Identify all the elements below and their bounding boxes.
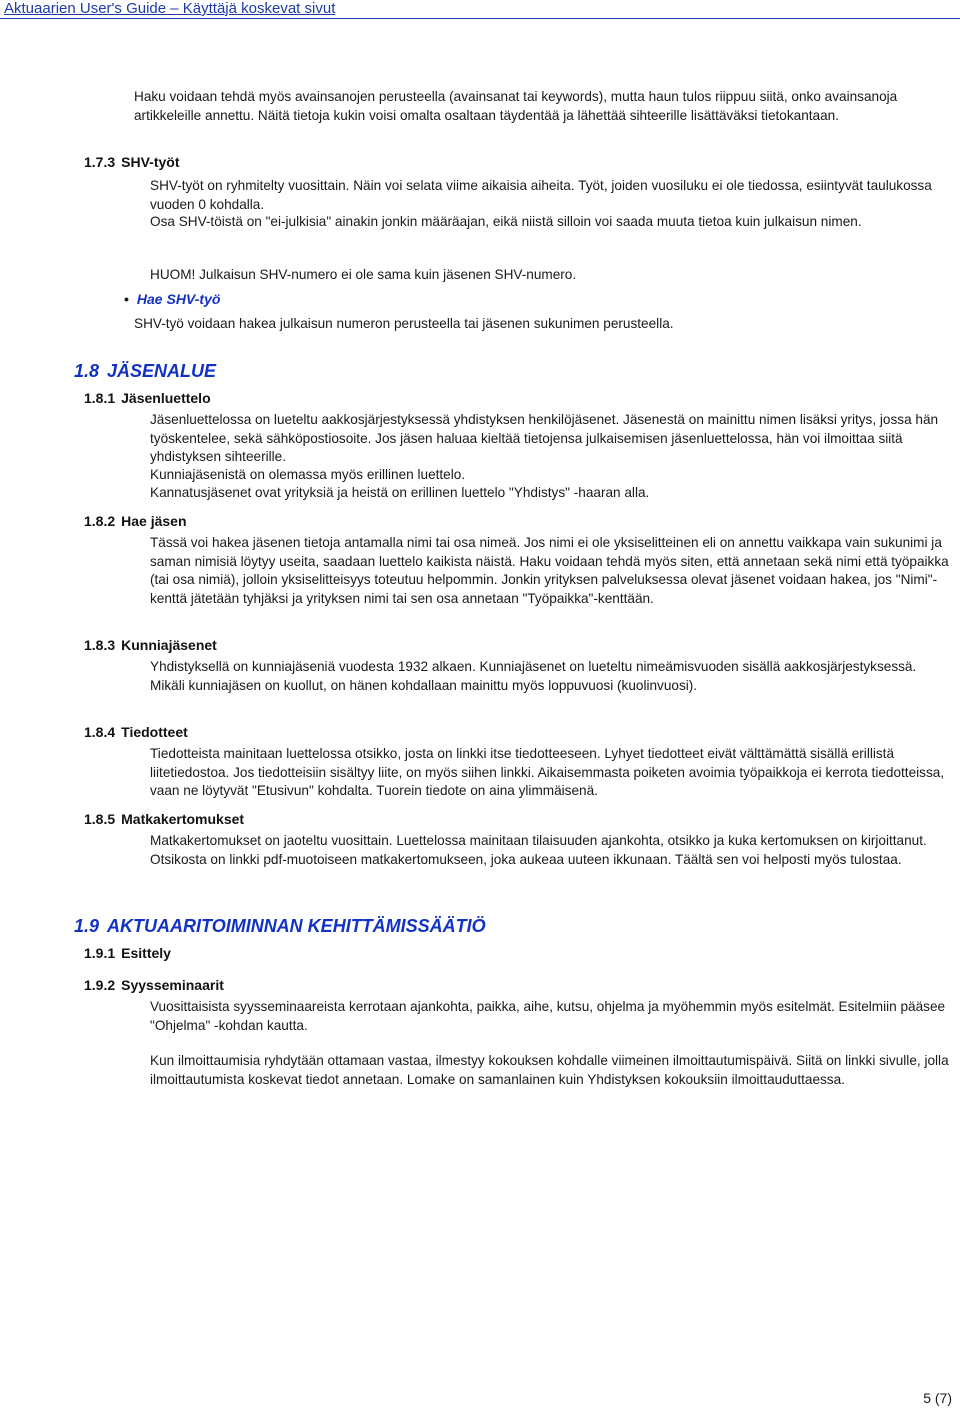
document-header [0, 0, 960, 19]
heading-number: 1.8.1 [84, 390, 116, 406]
heading-1-9-2 [84, 977, 224, 993]
heading-number: 1.9.1 [84, 945, 116, 961]
jasenluettelo-line-2: Kunniajäsenistä on olemassa myös erillinen luettelo. [150, 467, 466, 482]
heading-1-8 [74, 361, 216, 382]
heading-1-8-2 [84, 513, 187, 529]
intro-paragraph: Haku voidaan tehdä myös avainsanojen perusteella (avainsanat tai keywords), mutta haun tulos riippuu siitä, onko avainsanoja artikkeleille annettu. Näitä tietoja kukin voisi omalta osaltaan täydentää ja lähettää sihteerille lisättäväksi tietokantaan. [134, 89, 898, 123]
heading-1-8-5 [84, 811, 244, 827]
bullet-icon: • [124, 291, 129, 307]
heading-title: Hae jäsen [121, 513, 187, 529]
bullet-hae-shv-tyo [124, 291, 220, 307]
heading-number: 1.9.2 [84, 977, 116, 993]
jasenluettelo-paragraph: Jäsenluettelossa on lueteltu aakkosjärjestyksessä yhdistyksen henkilöjäsenet. Jäsenestä on mainittu nimen lisäksi yritys, jossa hän työskentelee, sekä sähköpostiosoite. Jos jäsen haluaa kieltää tietojensa julkaisemisen jäsenluettelossa, hän voi ilmoittaa siitä yhdistyksen sihteerille. [150, 412, 939, 464]
syysseminaarit-paragraph-1: Vuosittaisista syysseminaareista kerrotaan ajankohta, paikka, aihe, kutsu, ohjelma ja myöhemmin myös esitelmät. Esitelmiin pääsee "Ohjelma" -kohdan kautta. [150, 999, 946, 1033]
matkakertomukset-paragraph: Matkakertomukset on jaoteltu vuosittain. Luettelossa mainitaan tilaisuuden ajankohta, otsikko ja kuka kertomuksen on kirjoittanut. Otsikosta on linkki pdf-muotoiseen matkakertomukseen, joka aukeaa uuteen ikkunaan. Täältä sen voi helposti myös tulostaa. [150, 833, 927, 867]
page-number: 5 (7) [923, 1390, 952, 1406]
bullet-text: SHV-työ voidaan hakea julkaisun numeron perusteella tai jäsenen sukunimen perusteella. [134, 316, 674, 331]
hae-jasen-paragraph: Tässä voi hakea jäsenen tietoja antamalla nimi tai osa nimeä. Jos nimi ei ole yksiselitteinen eli on annettu vaikkapa vain sukunimi ja saman nimisiä löytyy useita, saadaan luettelo kaikista näistä. Haku voidaan tehdä myös siten, että annetaan sekä nimi että työpaikka (tai osa nimiä), jolloin yksiselitteisyys toteutuu helpommin. Jonkin yrityksen palveluksessa olevat jäsenet voidaan hakea, jos "Nimi"-kenttä jätetään tyhjäksi ja yrityksen nimi tai sen osa annetaan "Työpaikka"-kenttään. [150, 535, 949, 606]
heading-1-9 [74, 916, 486, 937]
tiedotteet-paragraph: Tiedotteista mainitaan luettelossa otsikko, josta on linkki itse tiedotteeseen. Lyhyet tiedotteet eivät välttämättä sisällä erillistä liitetiedostoa. Jos tiedotteisiin sisältyy liite, on myös siihen linkki. Aikaisemmasta poiketen avoimia työpaikkoja ei kerrota tiedotteissa, vaan ne löytyvät "Etusivun" kohdalta. Tuorein tiedote on aina ylimmäisenä. [150, 746, 945, 798]
heading-number: 1.9 [74, 916, 100, 936]
heading-1-8-3 [84, 637, 217, 653]
heading-1-7-3 [84, 154, 179, 170]
heading-title: Syysseminaarit [121, 977, 224, 993]
heading-title: Kunniajäsenet [121, 637, 217, 653]
heading-title: Esittely [121, 945, 171, 961]
heading-title: Jäsenluettelo [121, 390, 211, 406]
heading-number: 1.8.3 [84, 637, 116, 653]
heading-title: Matkakertomukset [121, 811, 245, 827]
heading-number: 1.8.2 [84, 513, 116, 529]
heading-1-8-1 [84, 390, 211, 406]
heading-title: SHV-työt [121, 154, 180, 170]
shv-paragraph-2: Osa SHV-töistä on "ei-julkisia" ainakin jonkin määräajan, eikä niistä silloin voi saada muuta tietoa kuin julkaisun nimen. [150, 214, 862, 229]
heading-number: 1.8 [74, 361, 100, 381]
heading-number: 1.8.4 [84, 724, 116, 740]
shv-paragraph-1: SHV-työt on ryhmitelty vuosittain. Näin voi selata viime aikaisia aiheita. Työt, joiden vuosiluku ei ole tiedossa, esiintyvät taulukossa vuoden 0 kohdalla. [150, 178, 932, 212]
heading-title: AKTUAARITOIMINNAN KEHITTÄMISSÄÄTIÖ [107, 916, 486, 936]
shv-note: HUOM! Julkaisun SHV-numero ei ole sama kuin jäsenen SHV-numero. [150, 267, 577, 282]
heading-title: Tiedotteet [121, 724, 188, 740]
kunniajasenet-paragraph: Yhdistyksellä on kunniajäseniä vuodesta 1932 alkaen. Kunniajäsenet on lueteltu nimeämisvuoden sisällä aakkosjärjestyksessä. Mikäli kunniajäsen on kuollut, on hänen kohdallaan mainittu myös loppuvuosi (kuolinvuosi). [150, 659, 917, 693]
heading-title: JÄSENALUE [107, 361, 217, 381]
heading-1-8-4 [84, 724, 188, 740]
bullet-title: Hae SHV-työ [136, 291, 221, 307]
heading-1-9-1 [84, 945, 171, 961]
jasenluettelo-line-3: Kannatusjäsenet ovat yrityksiä ja heistä on erillinen luettelo "Yhdistys" -haaran alla. [150, 485, 650, 500]
syysseminaarit-paragraph-2: Kun ilmoittaumisia ryhdytään ottamaan vastaa, ilmestyy kokouksen kohdalle viimeinen ilmoittautumispäivä. Siitä on linkki sivulle, jolla ilmoittautumista koskevat tiedot annetaan. Lomake on samanlainen kuin Yhdistyksen kokouksiin ilmoittauduttaessa. [150, 1053, 949, 1087]
document-title-link[interactable]: Aktuaarien User's Guide – Käyttäjä koskevat sivut [4, 0, 336, 17]
heading-number: 1.8.5 [84, 811, 116, 827]
heading-number: 1.7.3 [84, 154, 116, 170]
